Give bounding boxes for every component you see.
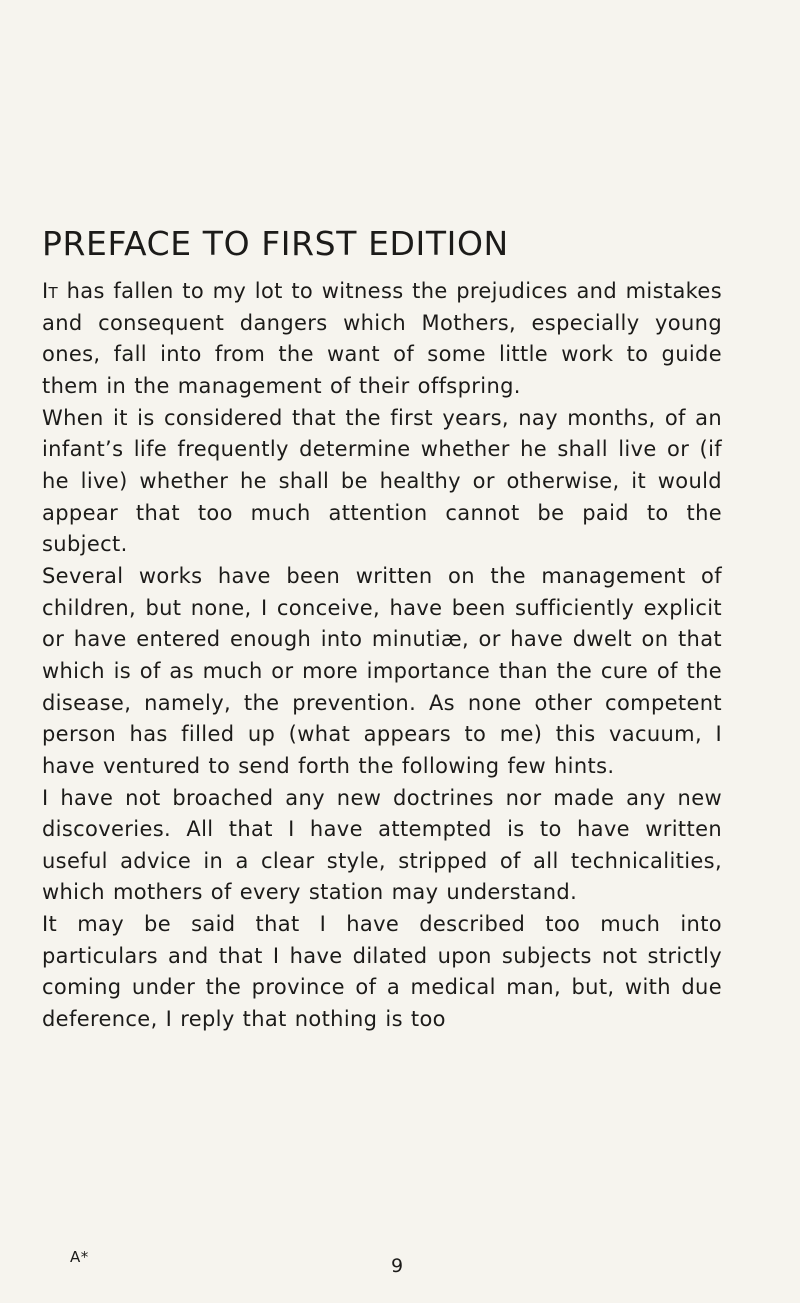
paragraph-5	[42, 909, 722, 1036]
signature-mark: A*	[70, 1248, 89, 1266]
page-title: PREFACE TO FIRST EDITION	[42, 224, 509, 263]
paragraph-text: I have not broached any new doctrines nor made any new discoveries. All that I have attempted is to have written useful advice in a clear style, stripped of all technicalities, which mothers of every station may understand.	[42, 785, 722, 905]
paragraph-lead: It	[42, 279, 59, 303]
page-number: 9	[391, 1255, 404, 1277]
paragraph-2	[42, 403, 722, 561]
paragraph-4	[42, 783, 722, 910]
paragraph-1	[42, 276, 722, 403]
paragraph-text: has fallen to my lot to witness the prejudices and mistakes and consequent dangers which Mothers, especially young ones, fall into from the want of some little work to guide them in the management of their offspring.	[42, 279, 722, 398]
paragraph-3	[42, 561, 722, 783]
preface-body	[42, 276, 722, 1036]
paragraph-text: Several works have been written on the management of children, but none, I conceive, have been sufficiently explicit or have entered enough into minutiæ, or have dwelt on that which is of as much or more importance than the cure of the disease, namely, the prevention. As none other competent person has filled up (what appears to me) this vacuum, I have ventured to send forth the following few hints.	[42, 563, 722, 778]
paragraph-text: It may be said that I have described too much into particulars and that I have dilated upon subjects not strictly coming under the province of a medical man, but, with due deference, I reply that nothing is too	[42, 912, 722, 1032]
paragraph-text: When it is considered that the first years, nay months, of an infant’s life frequently determine whether he shall live or (if he live) whether he shall be healthy or otherwise, it would appear that too much attention cannot be paid to the subject.	[42, 405, 722, 557]
